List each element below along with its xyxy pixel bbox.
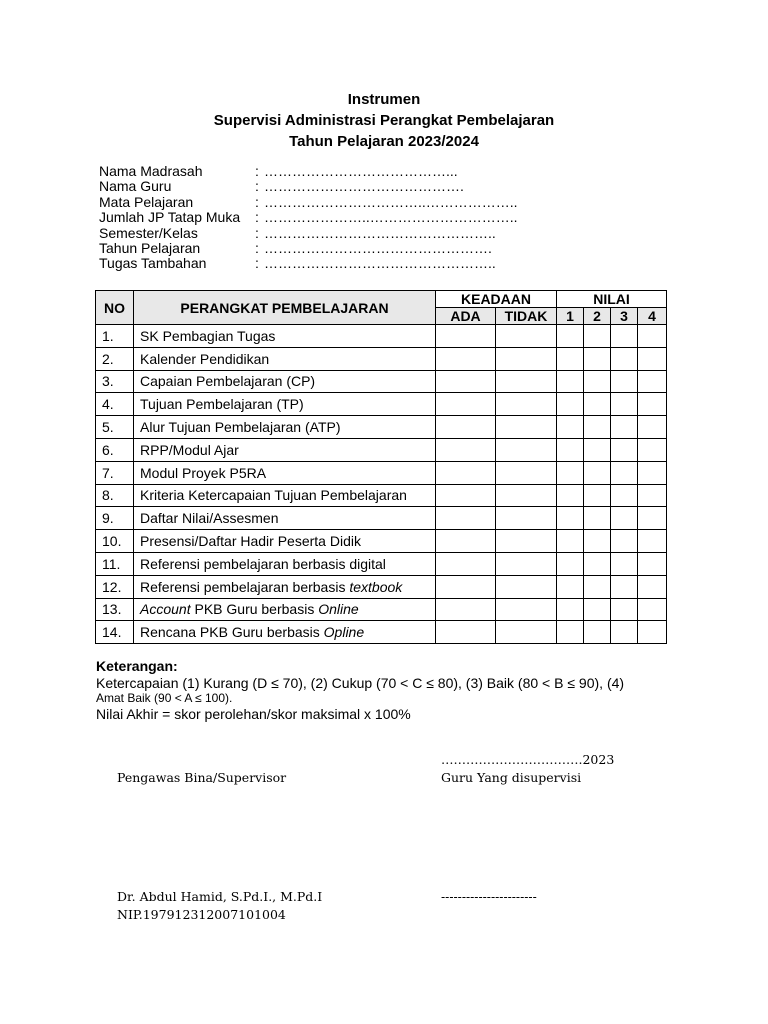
score-4-cell[interactable] [638, 438, 667, 461]
score-1-cell[interactable] [557, 552, 584, 575]
row-item-text: Capaian Pembelajaran (CP) [140, 373, 316, 390]
row-item [134, 507, 436, 530]
table-row [96, 416, 667, 439]
score-3-cell[interactable] [611, 438, 638, 461]
row-item [134, 598, 436, 621]
identity-label: Nama Madrasah [99, 163, 203, 179]
check-tidak-cell[interactable] [496, 461, 557, 484]
identity-label: Mata Pelajaran [99, 193, 194, 210]
score-1-cell[interactable] [557, 347, 584, 370]
col-header-nilai-4: 4 [638, 308, 667, 325]
row-item [134, 484, 436, 507]
row-number: 2. [96, 347, 134, 370]
score-1-cell[interactable] [557, 416, 584, 439]
row-item-text: PKB Guru berbasis [190, 601, 319, 618]
supervisor-role: Pengawas Bina/Supervisor [117, 770, 287, 785]
identity-label: Tugas Tambahan [99, 255, 207, 272]
row-item [134, 575, 436, 598]
check-ada-cell[interactable] [436, 530, 496, 553]
row-item [134, 438, 436, 461]
score-2-cell[interactable] [584, 621, 611, 644]
identity-label: Tahun Pelajaran [99, 239, 201, 256]
row-number: 14. [96, 621, 134, 644]
row-item [134, 347, 436, 370]
check-ada-cell[interactable] [436, 484, 496, 507]
score-2-cell[interactable] [584, 416, 611, 439]
col-header-nilai-3: 3 [611, 308, 638, 325]
table-row [96, 575, 667, 598]
row-item-emphasis: Opline [323, 624, 365, 641]
score-1-cell[interactable] [557, 621, 584, 644]
identity-fill-line[interactable]: …………………………………... [264, 163, 458, 179]
document-title: Instrumen [347, 91, 421, 108]
row-item [134, 416, 436, 439]
check-tidak-cell[interactable] [496, 438, 557, 461]
score-2-cell[interactable] [584, 461, 611, 484]
check-tidak-cell[interactable] [496, 347, 557, 370]
identity-colon: : [255, 255, 259, 272]
row-number: 9. [96, 507, 134, 530]
score-1-cell[interactable] [557, 370, 584, 393]
notes-scale: Ketercapaian (1) Kurang (D ≤ 70), (2) Cukup (70 < C ≤ 80), (3) Baik (80 < B ≤ 90), (4) [96, 675, 625, 691]
score-3-cell[interactable] [611, 461, 638, 484]
score-3-cell[interactable] [611, 416, 638, 439]
table-row [96, 598, 667, 621]
identity-fill-line[interactable]: …………………………………………. [264, 239, 492, 256]
check-ada-cell[interactable] [436, 598, 496, 621]
row-item [134, 325, 436, 348]
score-1-cell[interactable] [557, 530, 584, 553]
row-item [134, 393, 436, 416]
score-1-cell[interactable] [557, 438, 584, 461]
score-4-cell[interactable] [638, 484, 667, 507]
table-row [96, 347, 667, 370]
document-subtitle: Supervisi Administrasi Perangkat Pembelajaran [213, 112, 555, 129]
row-item [134, 552, 436, 575]
check-ada-cell[interactable] [436, 347, 496, 370]
identity-label: Semester/Kelas [99, 224, 198, 241]
supervision-table [95, 290, 667, 644]
table-row [96, 530, 667, 553]
score-3-cell[interactable] [611, 598, 638, 621]
table-row [96, 507, 667, 530]
col-header-item: PERANGKAT PEMBELAJARAN [134, 291, 436, 325]
score-4-cell[interactable] [638, 416, 667, 439]
row-number: 13. [96, 598, 134, 621]
score-3-cell[interactable] [611, 347, 638, 370]
identity-fill-line[interactable]: ………………………………………….. [264, 255, 496, 272]
score-1-cell[interactable] [557, 461, 584, 484]
check-tidak-cell[interactable] [496, 416, 557, 439]
supervisor-name: Dr. Abdul Hamid, S.Pd.I., M.Pd.I [117, 889, 323, 904]
identity-label: Jumlah JP Tatap Muka [99, 209, 241, 226]
score-3-cell[interactable] [611, 621, 638, 644]
identity-colon: : [255, 163, 259, 179]
identity-colon: : [255, 209, 259, 226]
identity-colon: : [255, 239, 259, 256]
check-ada-cell[interactable] [436, 507, 496, 530]
score-3-cell[interactable] [611, 484, 638, 507]
score-2-cell[interactable] [584, 347, 611, 370]
row-item-text: Referensi pembelajaran berbasis [140, 578, 350, 595]
row-number: 6. [96, 438, 134, 461]
row-item [134, 370, 436, 393]
score-3-cell[interactable] [611, 507, 638, 530]
score-2-cell[interactable] [584, 552, 611, 575]
row-item [134, 530, 436, 553]
col-header-nilai-2: 2 [584, 308, 611, 325]
check-tidak-cell[interactable] [496, 552, 557, 575]
notes-scale-cont: Amat Baik (90 < A ≤ 100). [96, 691, 233, 705]
row-item-text: Daftar Nilai/Assesmen [140, 510, 279, 527]
score-4-cell[interactable] [638, 507, 667, 530]
identity-colon: : [255, 193, 259, 210]
table-row [96, 621, 667, 644]
check-ada-cell[interactable] [436, 438, 496, 461]
score-4-cell[interactable] [638, 370, 667, 393]
row-number: 11. [96, 552, 134, 575]
check-tidak-cell[interactable] [496, 325, 557, 348]
row-number: 5. [96, 416, 134, 439]
table-row [96, 461, 667, 484]
teacher-role: Guru Yang disupervisi [441, 770, 582, 785]
row-number: 3. [96, 370, 134, 393]
col-header-keadaan: KEADAAN [436, 291, 557, 308]
score-1-cell[interactable] [557, 507, 584, 530]
teacher-name-line: ----------------------- [441, 890, 537, 904]
row-item-text: RPP/Modul Ajar [140, 441, 239, 458]
score-4-cell[interactable] [638, 325, 667, 348]
row-item-text: Kalender Pendidikan [140, 350, 270, 367]
row-number: 12. [96, 575, 134, 598]
score-4-cell[interactable] [638, 393, 667, 416]
col-header-nilai-1: 1 [557, 308, 584, 325]
score-3-cell[interactable] [611, 575, 638, 598]
notes-final-score: Nilai Akhir = skor perolehan/skor maksimal x 100% [96, 706, 411, 722]
row-number: 10. [96, 530, 134, 553]
check-tidak-cell[interactable] [496, 575, 557, 598]
row-item-text: SK Pembagian Tugas [140, 327, 276, 344]
score-2-cell[interactable] [584, 507, 611, 530]
check-tidak-cell[interactable] [496, 484, 557, 507]
score-2-cell[interactable] [584, 370, 611, 393]
score-1-cell[interactable] [557, 325, 584, 348]
row-item-text: Alur Tujuan Pembelajaran (ATP) [140, 419, 341, 436]
check-tidak-cell[interactable] [496, 598, 557, 621]
score-1-cell[interactable] [557, 484, 584, 507]
check-ada-cell[interactable] [436, 552, 496, 575]
score-4-cell[interactable] [638, 552, 667, 575]
check-ada-cell[interactable] [436, 621, 496, 644]
identity-fill-line[interactable]: …………………..………………………….. [264, 209, 518, 226]
row-item-text: Rencana PKB Guru berbasis [140, 624, 324, 641]
score-1-cell[interactable] [557, 598, 584, 621]
col-header-nilai: NILAI [557, 291, 667, 308]
check-ada-cell[interactable] [436, 416, 496, 439]
score-3-cell[interactable] [611, 530, 638, 553]
row-number: 4. [96, 393, 134, 416]
check-ada-cell[interactable] [436, 325, 496, 348]
notes-heading: Keterangan: [96, 658, 178, 674]
row-item-text: Modul Proyek P5RA [140, 464, 267, 481]
row-item-text: Tujuan Pembelajaran (TP) [140, 396, 304, 413]
score-2-cell[interactable] [584, 393, 611, 416]
check-tidak-cell[interactable] [496, 393, 557, 416]
score-2-cell[interactable] [584, 484, 611, 507]
table-row [96, 393, 667, 416]
check-ada-cell[interactable] [436, 370, 496, 393]
score-2-cell[interactable] [584, 530, 611, 553]
check-tidak-cell[interactable] [496, 370, 557, 393]
score-1-cell[interactable] [557, 393, 584, 416]
row-number: 1. [96, 325, 134, 348]
identity-fill-line[interactable]: ……………………………………. [264, 178, 464, 195]
identity-label: Nama Guru [99, 178, 172, 195]
academic-year-title: Tahun Pelajaran 2023/2024 [289, 133, 479, 150]
row-item [134, 461, 436, 484]
score-3-cell[interactable] [611, 370, 638, 393]
check-ada-cell[interactable] [436, 575, 496, 598]
identity-fill-line[interactable]: ……………………………..……………….. [264, 193, 518, 210]
score-4-cell[interactable] [638, 530, 667, 553]
check-ada-cell[interactable] [436, 393, 496, 416]
col-header-ada: ADA [436, 308, 496, 325]
score-4-cell[interactable] [638, 575, 667, 598]
col-header-no: NO [96, 291, 134, 325]
row-item-text: Presensi/Daftar Hadir Peserta Didik [140, 533, 361, 550]
score-3-cell[interactable] [611, 393, 638, 416]
score-1-cell[interactable] [557, 575, 584, 598]
row-item-emphasis: Account [140, 601, 191, 618]
col-header-tidak: TIDAK [496, 308, 557, 325]
identity-colon: : [255, 224, 259, 241]
row-item [134, 621, 436, 644]
row-number: 7. [96, 461, 134, 484]
identity-fill-line[interactable]: ………………………………………….. [264, 224, 496, 241]
check-tidak-cell[interactable] [496, 507, 557, 530]
score-3-cell[interactable] [611, 325, 638, 348]
score-2-cell[interactable] [584, 438, 611, 461]
score-3-cell[interactable] [611, 552, 638, 575]
supervisor-nip: NIP.197912312007101004 [117, 907, 286, 922]
score-4-cell[interactable] [638, 621, 667, 644]
table-row [96, 484, 667, 507]
signature-date: …………………………….2023 [441, 752, 615, 767]
table-row [96, 325, 667, 348]
row-number: 8. [96, 484, 134, 507]
score-4-cell[interactable] [638, 598, 667, 621]
score-4-cell[interactable] [638, 461, 667, 484]
row-item-emphasis: Online [318, 601, 359, 618]
row-item-emphasis: textbook [349, 578, 403, 595]
row-item-text: Kriteria Ketercapaian Tujuan Pembelajaran [140, 487, 407, 504]
check-tidak-cell[interactable] [496, 621, 557, 644]
score-2-cell[interactable] [584, 325, 611, 348]
table-row [96, 438, 667, 461]
table-row [96, 370, 667, 393]
check-ada-cell[interactable] [436, 461, 496, 484]
score-2-cell[interactable] [584, 575, 611, 598]
identity-colon: : [255, 178, 259, 195]
score-4-cell[interactable] [638, 347, 667, 370]
table-row [96, 552, 667, 575]
score-2-cell[interactable] [584, 598, 611, 621]
row-item-text: Referensi pembelajaran berbasis digital [140, 555, 386, 572]
check-tidak-cell[interactable] [496, 530, 557, 553]
